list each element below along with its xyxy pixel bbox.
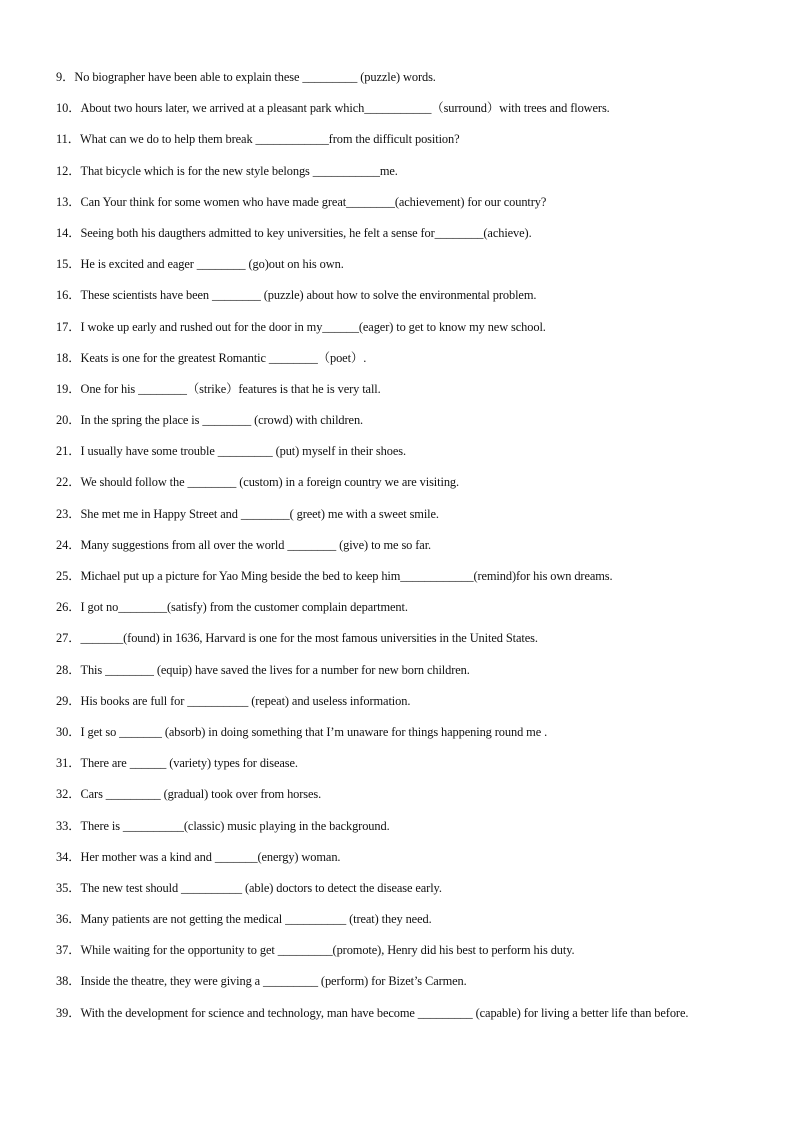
question-item bbox=[56, 623, 726, 654]
question-text: That bicycle which is for the new style belongs ___________me. bbox=[80, 163, 398, 178]
question-item bbox=[56, 904, 726, 935]
question-number: 19． bbox=[56, 381, 81, 396]
question-number: 24． bbox=[56, 537, 81, 552]
question-text: Many patients are not getting the medical __________ (treat) they need. bbox=[80, 912, 432, 927]
question-number: 25． bbox=[56, 569, 81, 583]
question-text: While waiting for the opportunity to get _________(promote), Henry did his best to perform his duty. bbox=[80, 943, 575, 958]
question-list bbox=[56, 62, 726, 1029]
question-text: I get so _______ (absorb) in doing something that I’m unaware for things happening round me . bbox=[80, 724, 548, 739]
question-text: Seeing both his daugthers admitted to key universities, he felt a sense for________(achieve). bbox=[80, 225, 532, 240]
question-text: I usually have some trouble _________ (put) myself in their shoes. bbox=[80, 444, 406, 459]
question-number: 35． bbox=[56, 880, 81, 895]
question-item bbox=[56, 374, 726, 405]
question-text: She met me in Happy Street and ________( greet) me with a sweet smile. bbox=[80, 506, 439, 521]
question-number: 29． bbox=[56, 693, 81, 708]
question-item bbox=[56, 124, 726, 155]
question-text: Can Your think for some women who have made great________(achievement) for our country? bbox=[80, 194, 547, 209]
question-number: 28． bbox=[56, 662, 81, 677]
question-number: 26． bbox=[56, 600, 81, 615]
question-number: 32． bbox=[56, 787, 81, 802]
question-text: His books are full for __________ (repeat) and useless information. bbox=[80, 693, 411, 708]
question-text: Her mother was a kind and _______(energy) woman. bbox=[80, 849, 341, 864]
question-item bbox=[56, 873, 726, 904]
question-item bbox=[56, 405, 726, 436]
question-text: Keats is one for the greatest Romantic ________（poet）. bbox=[80, 350, 367, 365]
question-number: 30． bbox=[56, 724, 81, 739]
question-number: 38． bbox=[56, 974, 81, 989]
question-text: Michael put up a picture for Yao Ming beside the bed to keep him____________(remind)for his own dreams. bbox=[80, 569, 613, 583]
question-item bbox=[56, 686, 726, 717]
question-item bbox=[56, 156, 726, 187]
question-text: I woke up early and rushed out for the door in my______(eager) to get to know my new school. bbox=[80, 319, 546, 334]
question-item bbox=[56, 436, 726, 467]
question-item bbox=[56, 966, 726, 997]
question-number: 39． bbox=[56, 1005, 81, 1020]
question-text: This ________ (equip) have saved the lives for a number for new born children. bbox=[80, 662, 470, 677]
question-item bbox=[56, 655, 726, 686]
question-number: 36． bbox=[56, 912, 81, 927]
question-text: With the development for science and technology, man have become _________ (capable) for living a better life than before. bbox=[80, 1005, 689, 1020]
question-text: _______(found) in 1636, Harvard is one for the most famous universities in the United States. bbox=[80, 631, 538, 646]
question-number: 22． bbox=[56, 475, 81, 490]
question-item bbox=[56, 811, 726, 842]
question-text: These scientists have been ________ (puzzle) about how to solve the environmental problem. bbox=[80, 288, 537, 303]
question-number: 34． bbox=[56, 849, 81, 864]
question-text: The new test should __________ (able) doctors to detect the disease early. bbox=[80, 880, 442, 895]
question-number: 14． bbox=[56, 225, 81, 240]
question-number: 11． bbox=[56, 132, 81, 147]
question-item bbox=[56, 935, 726, 966]
question-item bbox=[56, 280, 726, 311]
question-text: There is __________(classic) music playing in the background. bbox=[80, 818, 390, 833]
question-number: 10． bbox=[56, 101, 81, 116]
question-text: About two hours later, we arrived at a pleasant park which___________（surround）with trees and flowers. bbox=[80, 101, 610, 116]
question-item bbox=[56, 998, 726, 1029]
question-text: Cars _________ (gradual) took over from horses. bbox=[80, 787, 322, 802]
question-text: Many suggestions from all over the world ________ (give) to me so far. bbox=[80, 537, 432, 552]
question-number: 13． bbox=[56, 194, 81, 209]
question-number: 33． bbox=[56, 818, 81, 833]
question-text: In the spring the place is ________ (crowd) with children. bbox=[80, 413, 364, 428]
question-item bbox=[56, 343, 726, 374]
question-text: One for his ________（strike）features is that he is very tall. bbox=[80, 381, 381, 396]
question-item bbox=[56, 561, 726, 592]
question-item bbox=[56, 717, 726, 748]
question-item bbox=[56, 62, 726, 93]
question-number: 20． bbox=[56, 413, 81, 428]
question-item bbox=[56, 499, 726, 530]
question-number: 18． bbox=[56, 350, 81, 365]
question-number: 12． bbox=[56, 163, 81, 178]
question-text: No biographer have been able to explain these _________ (puzzle) words. bbox=[74, 70, 436, 84]
question-text: I got no________(satisfy) from the customer complain department. bbox=[80, 600, 408, 615]
question-item bbox=[56, 93, 726, 124]
question-number: 27． bbox=[56, 631, 81, 646]
question-text: We should follow the ________ (custom) in a foreign country we are visiting. bbox=[80, 475, 460, 490]
question-item bbox=[56, 592, 726, 623]
question-item bbox=[56, 467, 726, 498]
question-item bbox=[56, 312, 726, 343]
question-number: 21． bbox=[56, 444, 81, 459]
question-item bbox=[56, 187, 726, 218]
question-item bbox=[56, 842, 726, 873]
question-item bbox=[56, 249, 726, 280]
question-text: What can we do to help them break ____________from the difficult position? bbox=[80, 132, 460, 147]
question-number: 16． bbox=[56, 288, 81, 303]
question-number: 15． bbox=[56, 257, 81, 272]
question-number: 9． bbox=[56, 70, 75, 84]
question-item bbox=[56, 218, 726, 249]
question-item bbox=[56, 530, 726, 561]
question-number: 23． bbox=[56, 506, 81, 521]
question-number: 17． bbox=[56, 319, 81, 334]
question-item bbox=[56, 748, 726, 779]
question-text: He is excited and eager ________ (go)out on his own. bbox=[80, 257, 344, 272]
question-number: 37． bbox=[56, 943, 81, 958]
question-item bbox=[56, 779, 726, 810]
question-text: Inside the theatre, they were giving a _________ (perform) for Bizet’s Carmen. bbox=[80, 974, 467, 989]
question-number: 31． bbox=[56, 756, 81, 771]
question-text: There are ______ (variety) types for disease. bbox=[80, 756, 298, 771]
